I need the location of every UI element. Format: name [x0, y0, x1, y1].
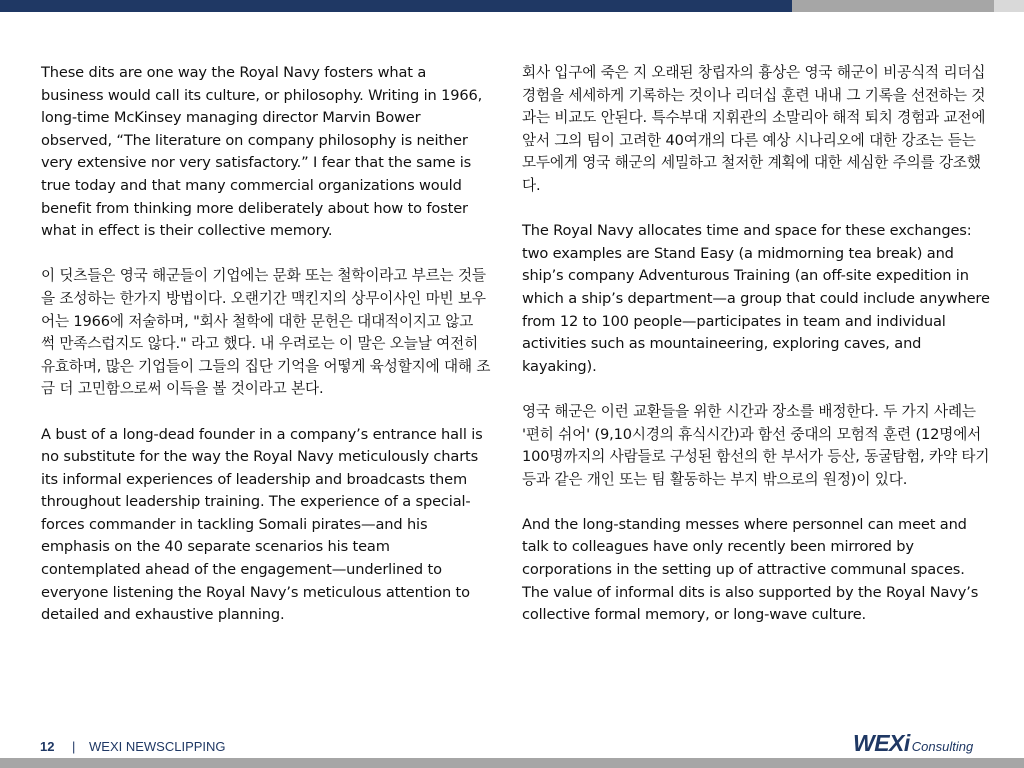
right-paragraph-1: 회사 입구에 죽은 지 오래된 창립자의 흉상은 영국 해군이 비공식적 리더십 경험을 세세하게 기록하는 것이나 리더십 훈련 내내 그 기록을 선전하는 것과는 비교도 안된다. 특수부대 지휘관의 소말리아 해적 퇴치 경험과 교전에 앞서 그의 팀이 고려한 40여개의 다른 예상 시나리오에 대한 강조는 듣는 모두에게 영국 해군의 세밀하고 철저한 계획에 대한 세심한 주의를 강조했다.: [522, 64, 986, 194]
logo-wordmark: WEXi: [853, 730, 910, 756]
wexi-consulting-logo: [853, 730, 973, 756]
right-column: [522, 62, 990, 649]
top-accent-bar: [0, 0, 1024, 12]
page-footer: [0, 728, 1024, 768]
bottom-grey-bar: [0, 758, 1024, 768]
publication-name: WEXI NEWSCLIPPING: [89, 739, 226, 754]
page-number: 12: [40, 739, 55, 754]
left-column: [41, 62, 491, 649]
left-paragraph-2: 이 딧츠들은 영국 해군들이 기업에는 문화 또는 철학이라고 부르는 것들을 조성하는 한가지 방법이다. 오랜기간 맥킨지의 상무이사인 마빈 보우어는 1966에 저술하며, "회사 철학에 대한 문헌은 대대적이지고 않고 썩 만족스럽지도 않다." 라고 했다. 내 우려로는 이 말은 오늘날 여전히 유효하며, 많은 기업들이 그들의 집단 기억을 어떻게 육성할지에 대해 조금 더 고민함으로써 이득을 볼 것이라고 본다.: [41, 267, 491, 398]
top-bar-light-segment: [994, 0, 1024, 12]
top-bar-navy-segment: [0, 0, 792, 12]
left-paragraph-1: These dits are one way the Royal Navy fosters what a business would call its culture, or philosophy. Writing in 1966, long-time McKinsey managing director Marvin Bower observed, “The literature on company philosophy is neither very extensive nor very satisfactory.” I fear that the same is true today and that many commercial organizations would benefit from thinking more deliberately about how to foster what in effect is their collective memory.: [41, 64, 483, 240]
right-paragraph-3: 영국 해군은 이런 교환들을 위한 시간과 장소를 배정한다. 두 가지 사례는 '편히 쉬어' (9,10시경의 휴식시간)과 함선 중대의 모험적 훈련 (12명에서 100명까지의 사람들로 구성된 함선의 한 부서가 등산, 동굴탐험, 카약 타기 등과 같은 개인 또는 팀 활동하는 부지 밖으로의 원정)이 있다.: [522, 402, 990, 488]
right-paragraph-4: And the long-standing messes where personnel can meet and talk to colleagues have only recently been mirrored by corporations in the setting up of attractive communal spaces. The value of informal dits is also supported by the Royal Navy’s collective formal memory, or long-wave culture.: [522, 515, 979, 624]
left-paragraph-3: A bust of a long-dead founder in a company’s entrance hall is no substitute for the way the Royal Navy meticulously charts its informal experiences of leadership and broadcasts them throughout leadership training. The experience of a special-forces commander in tackling Somali pirates—and his emphasis on the 40 separate scenarios his team contemplated ahead of the engagement—underlined to everyone listening the Royal Navy’s meticulous attention to detailed and exhaustive planning.: [41, 425, 483, 624]
footer-separator: |: [72, 739, 76, 754]
top-bar-grey-segment: [792, 0, 994, 12]
logo-suffix: Consulting: [911, 739, 974, 754]
right-paragraph-2: The Royal Navy allocates time and space for these exchanges: two examples are Stand Easy (a midmorning tea break) and ship’s company Adventurous Training (an off-site expedition in which a ship’s department—a group that could include anywhere from 12 to 100 people—participates in team and individual activities such as mountaineering, exploring caves, and kayaking).: [522, 222, 990, 375]
